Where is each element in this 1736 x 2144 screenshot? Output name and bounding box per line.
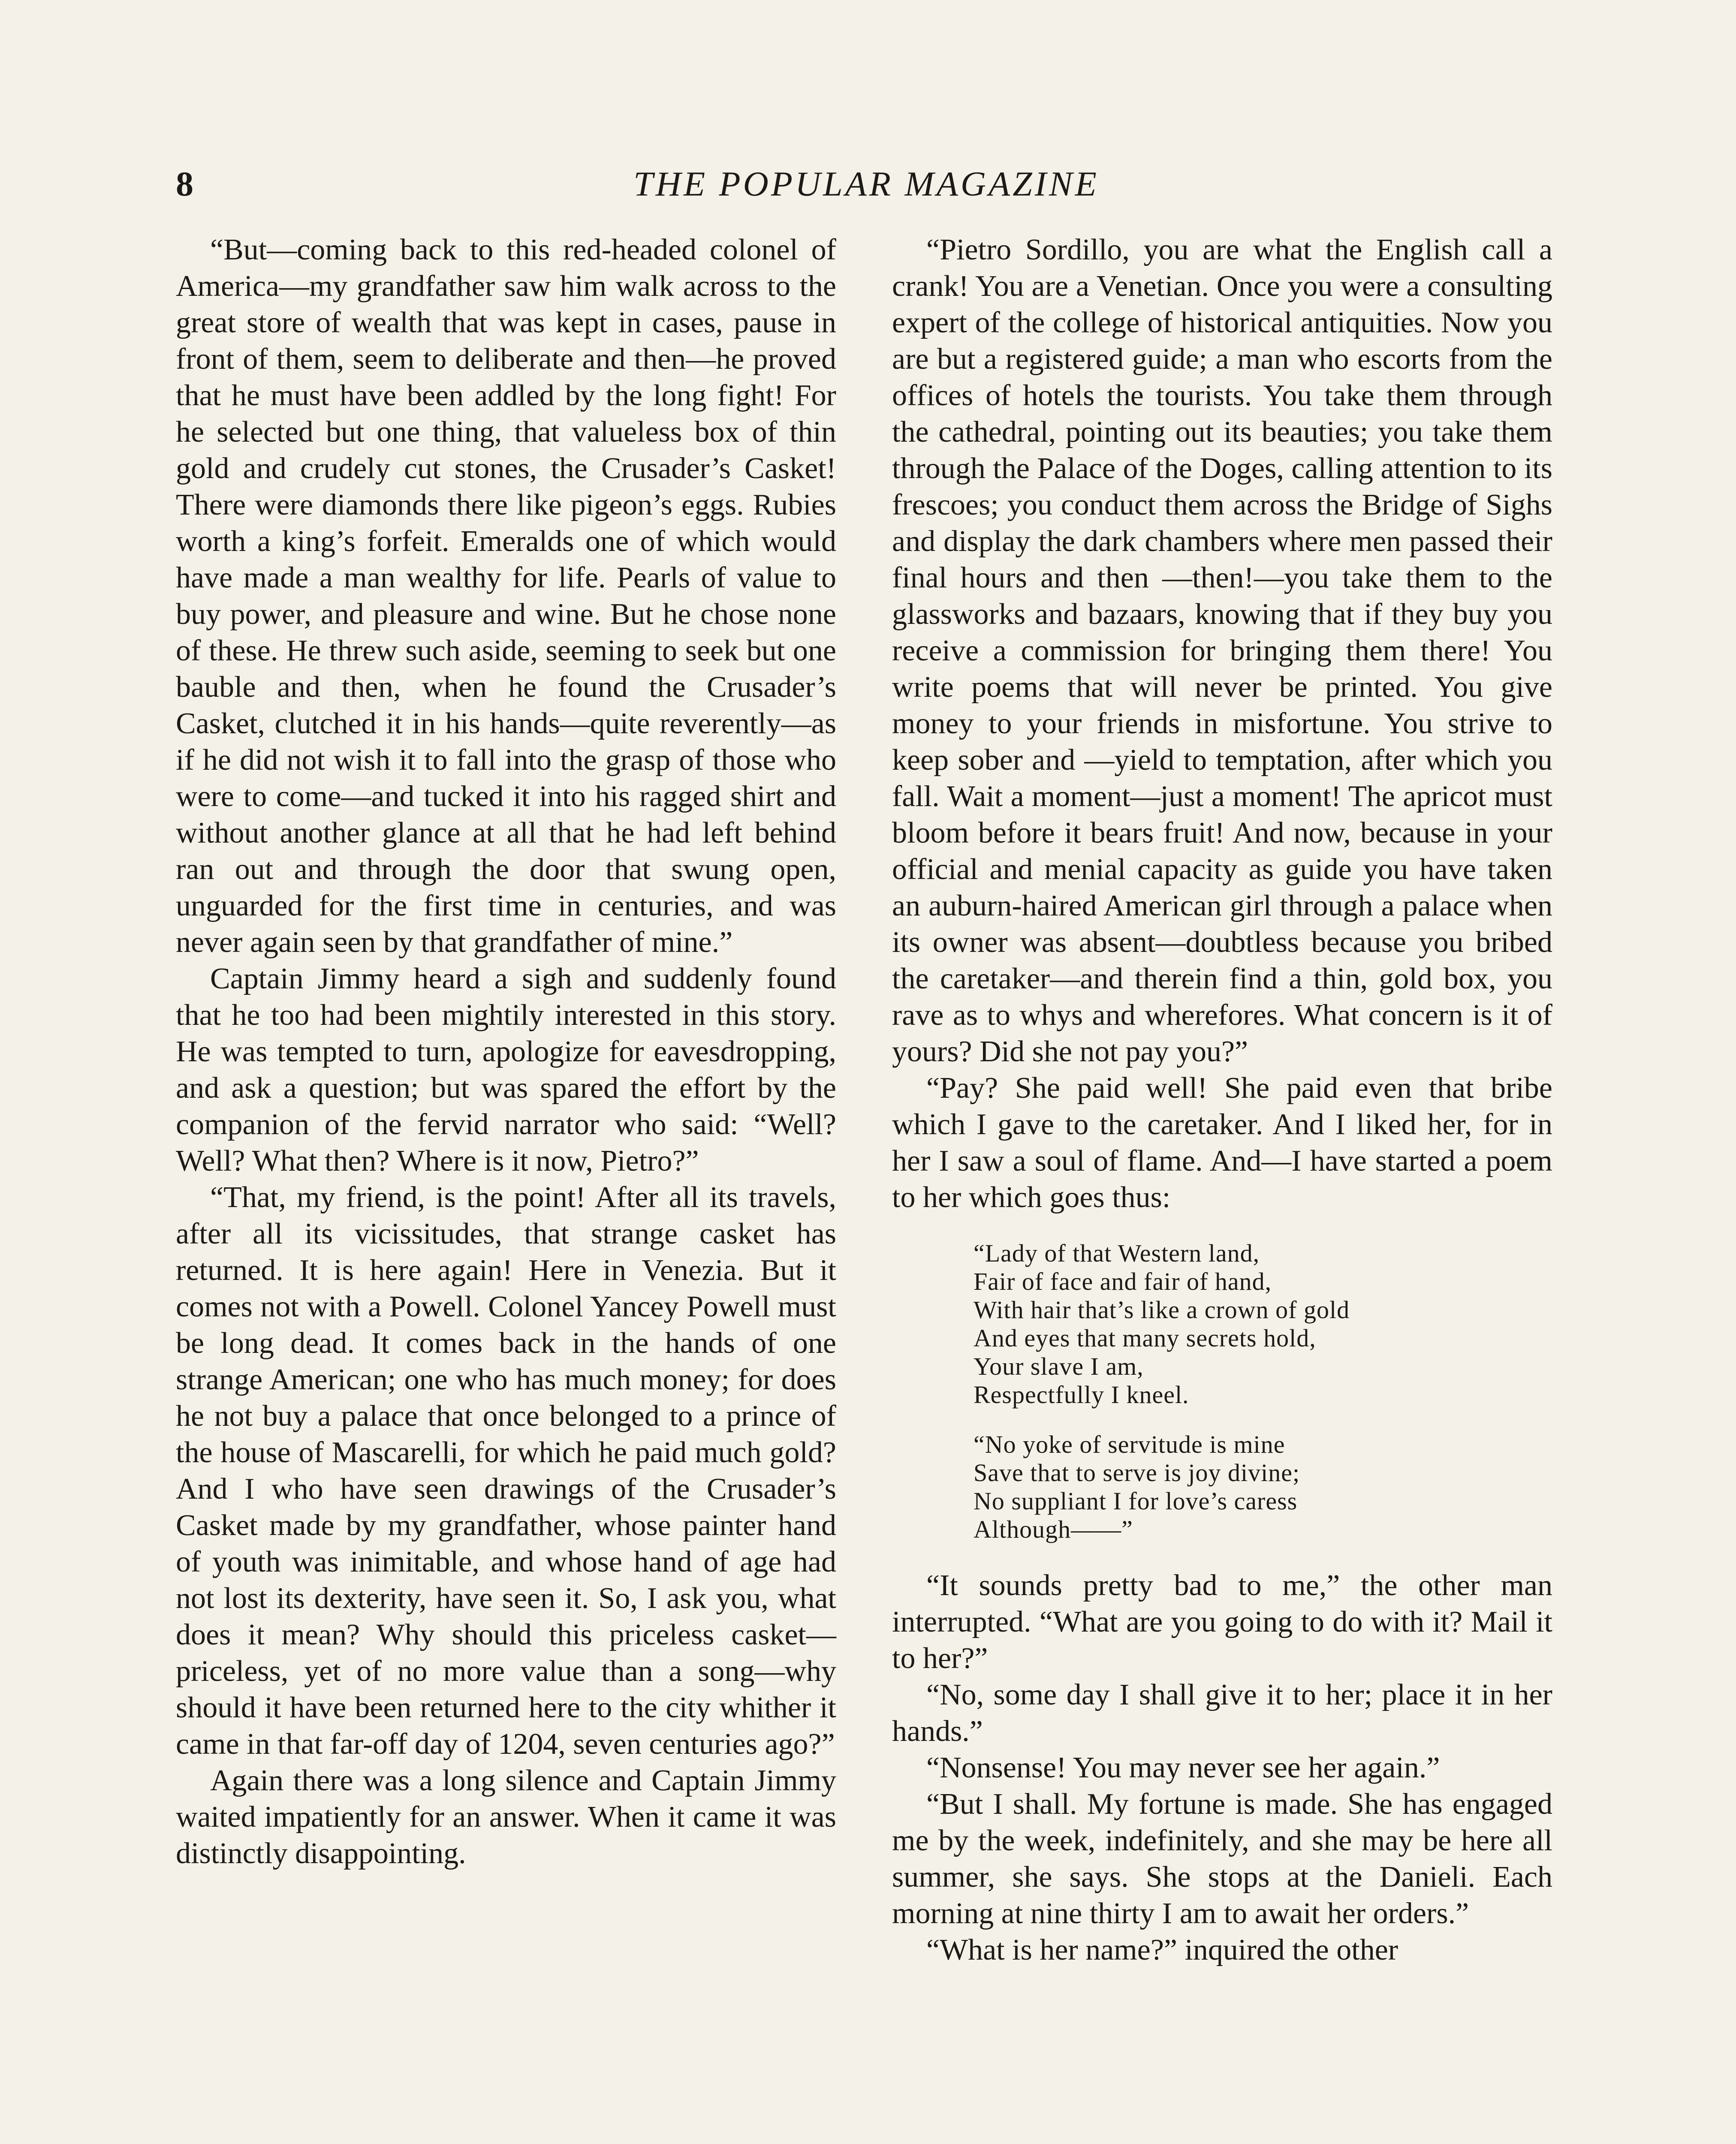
- page-number: 8: [176, 164, 193, 203]
- poem-line: No suppliant I for love’s caress: [973, 1487, 1298, 1515]
- paragraph: Again there was a long silence and Captain Jimmy waited impatiently for an answer. When it came it was distinctly disappointing.: [176, 1764, 836, 1870]
- paragraph: Captain Jimmy heard a sigh and suddenly found that he too had been mightily interested in this story. He was tempted to turn, apologize for eavesdropping, and ask a question; but was spared the effort by the companion of the fervid narrator who said: “Well? Well? What then? Where is it now, Pietro?”: [176, 962, 836, 1177]
- running-title: THE POPULAR MAGAZINE: [633, 164, 1099, 203]
- poem-line: Your slave I am,: [973, 1352, 1144, 1380]
- paragraph: “But—coming back to this red-headed colonel of America—my grandfather saw him walk across to the great store of wealth that was kept in cases, pause in front of them, seem to deliberate and then—he proved that he must have been addled by the long fight! For he selected but one thing, that valueless box of thin gold and crudely cut stones, the Crusader’s Casket! There were diamonds there like pigeon’s eggs. Rubies worth a king’s forfeit. Emeralds one of which would have made a man wealthy for life. Pearls of value to buy power, and pleasure and wine. But he chose none of these. He threw such aside, seeming to seek but one bauble and then, when he found the Crusader’s Casket, clutched it in his hands—quite reverently—as if he did not wish it to fall into the grasp of those who were to come—and tucked it into his ragged shirt and without another glance at all that he had left behind ran out and through the door that swung open, unguarded for the first time in centuries, and was never again seen by that grandfather of mine.”: [176, 233, 836, 959]
- left-column: [176, 232, 836, 2144]
- poem-line: And eyes that many secrets hold,: [973, 1324, 1316, 1352]
- poem-line: Respectfully I kneel.: [973, 1381, 1189, 1409]
- paragraph: “That, my friend, is the point! After all its travels, after all its vicissitudes, that strange casket has returned. It is here again! Here in Venezia. But it comes not with a Powell. Colonel Yancey Powell must be long dead. It comes back in the hands of one strange American; one who has much money; for does he not buy a palace that once belonged to a prince of the house of Mascarelli, for which he paid much gold? And I who have seen drawings of the Crusader’s Casket made by my grandfather, whose painter hand of youth was inimitable, and whose hand of age had not lost its dexterity, have seen it. So, I ask you, what does it mean? Why should this priceless casket—priceless, yet of no more value than a song—why should it have been returned here to the city whither it came in that far-off day of 1204, seven centuries ago?”: [176, 1181, 836, 1761]
- poem-line: Fair of face and fair of hand,: [973, 1268, 1272, 1295]
- poem-line: With hair that’s like a crown of gold: [973, 1296, 1350, 1324]
- right-column: [892, 232, 1552, 2144]
- paragraph: “It sounds pretty bad to me,” the other man interrupted. “What are you going to do with it? Mail it to her?”: [892, 1569, 1552, 1675]
- paragraph: “What is her name?” inquired the other: [926, 1933, 1398, 1966]
- page-header: [176, 160, 1557, 220]
- poem-stanza: [973, 1430, 1552, 1544]
- poem-line: “No yoke of servitude is mine: [973, 1430, 1285, 1458]
- poem-line: Save that to serve is joy divine;: [973, 1459, 1300, 1487]
- paragraph: “Pietro Sordillo, you are what the English call a crank! You are a Venetian. Once you were a consulting expert of the college of historical antiquities. Now you are but a registered guide; a man who escorts from the offices of hotels the tourists. You take them through the cathedral, pointing out its beauties; you take them through the Palace of the Doges, calling attention to its frescoes; you conduct them across the Bridge of Sighs and display the dark chambers where men passed their final hours and then —then!—you take them to the glassworks and bazaars, knowing that if they buy you receive a commission for bringing them there! You write poems that will never be printed. You give money to your friends in misfortune. You strive to keep sober and —yield to temptation, after which you fall. Wait a moment—just a moment! The apricot must bloom before it bears fruit! And now, because in your official and menial capacity as guide you have taken an auburn-haired American girl through a palace when its owner was absent—doubtless because you bribed the caretaker—and therein find a thin, gold box, you rave as to whys and wherefores. What concern is it of yours? Did she not pay you?”: [892, 233, 1552, 1068]
- poem-block: [973, 1239, 1552, 1544]
- paragraph: “Nonsense! You may never see her again.”: [926, 1751, 1440, 1784]
- poem-line: Although——”: [973, 1515, 1133, 1543]
- paragraph: “Pay? She paid well! She paid even that bribe which I gave to the caretaker. And I liked her, for in her I saw a soul of flame. And—I have started a poem to her which goes thus:: [892, 1072, 1552, 1214]
- paragraph: “But I shall. My fortune is made. She has engaged me by the week, indefinitely, and she may be here all summer, she says. She stops at the Danieli. Each morning at nine thirty I am to await her orders.”: [892, 1788, 1552, 1930]
- paragraph: “No, some day I shall give it to her; place it in her hands.”: [892, 1678, 1552, 1748]
- poem-line: “Lady of that Western land,: [973, 1239, 1260, 1267]
- poem-stanza: [973, 1239, 1552, 1409]
